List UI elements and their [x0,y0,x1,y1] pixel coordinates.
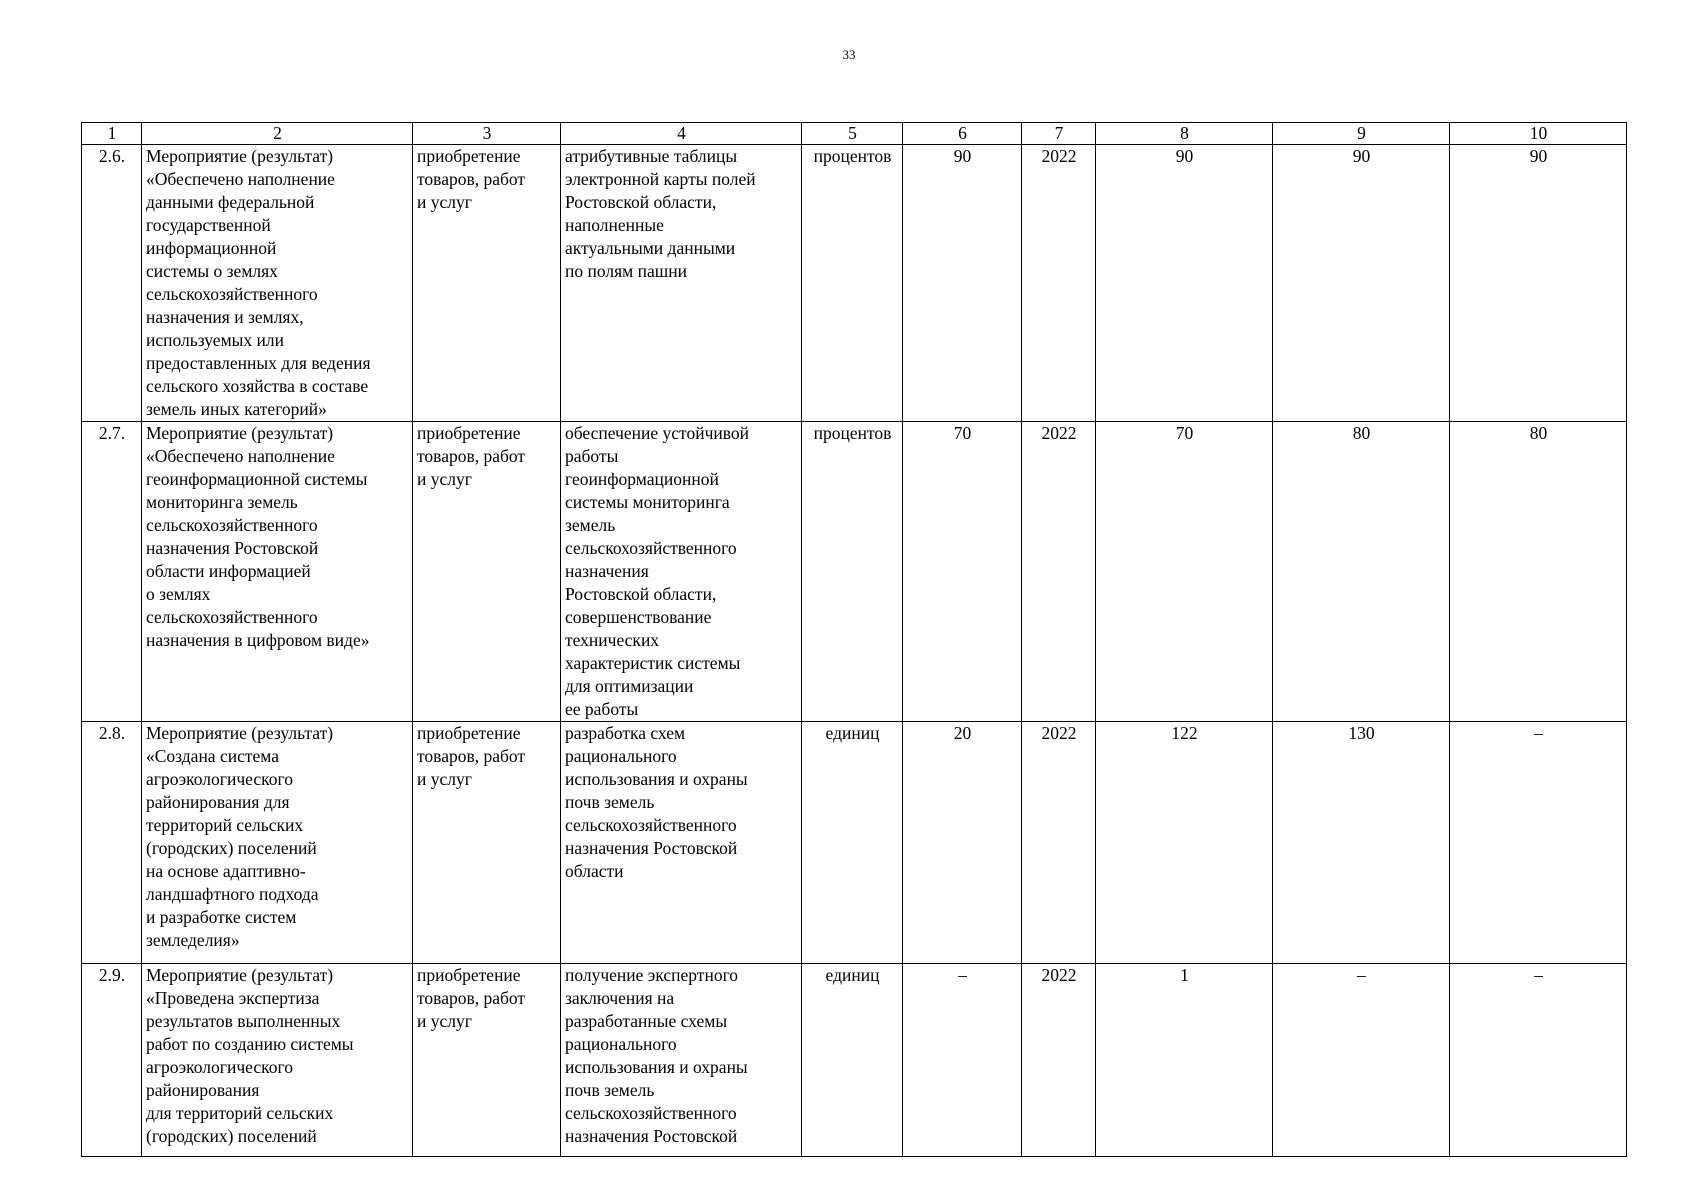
base-value-cell: – [903,964,1022,1157]
page-number: 33 [842,47,856,62]
value-cell-10: – [1450,964,1627,1157]
activity-type-cell [413,722,561,964]
text-line: предоставленных для ведения [146,353,371,373]
value-cell-10: 80 [1450,422,1627,722]
text-line: сельскохозяйственного [565,538,737,558]
column-header: 7 [1022,123,1096,145]
text-line: мониторинга земель [146,492,298,512]
text-line: области информацией [146,561,311,581]
unit-cell: единиц [802,722,903,964]
text-line: приобретение [417,965,521,985]
text-line: используемых или [146,330,284,350]
column-header: 4 [561,123,802,145]
value-cell-9: – [1273,964,1450,1157]
unit-cell: процентов [802,422,903,722]
text-line: сельскохозяйственного [565,1103,737,1123]
column-header: 10 [1450,123,1627,145]
text-line: Мероприятие (результат) [146,423,334,443]
text-line: заключения на [565,988,675,1008]
text-line: товаров, работ [417,169,526,189]
column-number-row [82,123,1627,145]
row-number-cell: 2.7. [82,422,142,722]
value-cell-9: 130 [1273,722,1450,964]
text-line: (городских) поселений [146,1126,317,1146]
text-line: (городских) поселений [146,838,317,858]
text-line: территорий сельских [146,815,304,835]
text-line: рационального [565,1034,677,1054]
text-line: товаров, работ [417,746,526,766]
value-cell-10: – [1450,722,1627,964]
table-row [82,422,1627,722]
text-line: сельскохозяйственного [565,815,737,835]
value-cell-10: 90 [1450,145,1627,422]
text-line: «Проведена экспертиза [146,988,320,1008]
text-line: Ростовской области, [565,192,717,212]
text-line: приобретение [417,423,521,443]
table-row [82,145,1627,422]
activity-name-cell [142,964,413,1157]
base-year-cell: 2022 [1022,422,1096,722]
activity-type-cell [413,145,561,422]
base-value-cell: 90 [903,145,1022,422]
text-line: совершенствование [565,607,712,627]
text-line: разработка схем [565,723,686,743]
indicators-table [81,122,1627,1157]
column-header: 1 [82,123,142,145]
text-line: районирования для [146,792,290,812]
text-line: получение экспертного [565,965,739,985]
text-line: назначения Ростовской [146,538,319,558]
text-line: земель [565,515,616,535]
column-header: 2 [142,123,413,145]
text-line: использования и охраны [565,1057,748,1077]
text-line: агроэкологического [146,769,293,789]
base-year-cell: 2022 [1022,964,1096,1157]
activity-type-cell [413,422,561,722]
text-line: для территорий сельских [146,1103,334,1123]
text-line: наполненные [565,215,664,235]
activity-description-cell [561,145,802,422]
text-line: товаров, работ [417,446,526,466]
text-line: земледелия» [146,930,240,950]
text-line: «Создана система [146,746,279,766]
text-line: приобретение [417,146,521,166]
base-year-cell: 2022 [1022,722,1096,964]
table-row [82,722,1627,964]
text-line: государственной [146,215,271,235]
text-line: технических [565,630,660,650]
text-line: характеристик системы [565,653,741,673]
text-line: использования и охраны [565,769,748,789]
value-cell-8: 90 [1096,145,1273,422]
text-line: и услуг [417,1011,472,1031]
column-header: 3 [413,123,561,145]
text-line: о землях [146,584,211,604]
activity-name-cell [142,722,413,964]
text-line: работ по созданию системы [146,1034,354,1054]
text-line: и услуг [417,192,472,212]
text-line: земель иных категорий» [146,399,327,419]
text-line: сельского хозяйства в составе [146,376,369,396]
base-value-cell: 70 [903,422,1022,722]
text-line: работы [565,446,619,466]
text-line: сельскохозяйственного [146,607,318,627]
text-line: районирования [146,1080,260,1100]
value-cell-8: 122 [1096,722,1273,964]
text-line: результатов выполненных [146,1011,341,1031]
text-line: атрибутивные таблицы [565,146,738,166]
text-line: системы о землях [146,261,278,281]
text-line: назначения Ростовской [565,1126,738,1146]
activity-name-cell [142,422,413,722]
activity-name-cell [142,145,413,422]
text-line: Мероприятие (результат) [146,146,334,166]
text-line: приобретение [417,723,521,743]
table-row [82,964,1627,1157]
text-line: и услуг [417,769,472,789]
row-number-cell: 2.6. [82,145,142,422]
activity-type-cell [413,964,561,1157]
row-number-cell: 2.9. [82,964,142,1157]
text-line: «Обеспечено наполнение [146,446,335,466]
text-line: назначения в цифровом виде» [146,630,370,650]
text-line: системы мониторинга [565,492,730,512]
text-line: сельскохозяйственного [146,284,318,304]
row-number-cell: 2.8. [82,722,142,964]
value-cell-8: 1 [1096,964,1273,1157]
text-line: геоинформационной [565,469,719,489]
text-line: разработанные схемы [565,1011,728,1031]
text-line: назначения Ростовской [565,838,738,858]
text-line: электронной карты полей [565,169,756,189]
value-cell-9: 80 [1273,422,1450,722]
text-line: и услуг [417,469,472,489]
text-line: Мероприятие (результат) [146,965,334,985]
text-line: «Обеспечено наполнение [146,169,335,189]
text-line: на основе адаптивно- [146,861,306,881]
text-line: данными федеральной [146,192,315,212]
text-line: Ростовской области, [565,584,717,604]
text-line: геоинформационной системы [146,469,368,489]
text-line: почв земель [565,1080,655,1100]
value-cell-9: 90 [1273,145,1450,422]
text-line: ландшафтного подхода [146,884,319,904]
text-line: по полям пашни [565,261,687,281]
text-line: сельскохозяйственного [146,515,318,535]
text-line: обеспечение устойчивой [565,423,750,443]
text-line: назначения и землях, [146,307,304,327]
text-line: для оптимизации [565,676,694,696]
text-line: актуальными данными [565,238,736,258]
column-header: 6 [903,123,1022,145]
column-header: 8 [1096,123,1273,145]
unit-cell: единиц [802,964,903,1157]
text-line: товаров, работ [417,988,526,1008]
column-header: 5 [802,123,903,145]
activity-description-cell [561,422,802,722]
text-line: области [565,861,624,881]
text-line: назначения [565,561,649,581]
unit-cell: процентов [802,145,903,422]
text-line: рационального [565,746,677,766]
activity-description-cell [561,964,802,1157]
base-year-cell: 2022 [1022,145,1096,422]
text-line: информационной [146,238,277,258]
text-line: почв земель [565,792,655,812]
text-line: Мероприятие (результат) [146,723,334,743]
activity-description-cell [561,722,802,964]
base-value-cell: 20 [903,722,1022,964]
column-header: 9 [1273,123,1450,145]
text-line: ее работы [565,699,639,719]
value-cell-8: 70 [1096,422,1273,722]
text-line: агроэкологического [146,1057,293,1077]
text-line: и разработке систем [146,907,297,927]
